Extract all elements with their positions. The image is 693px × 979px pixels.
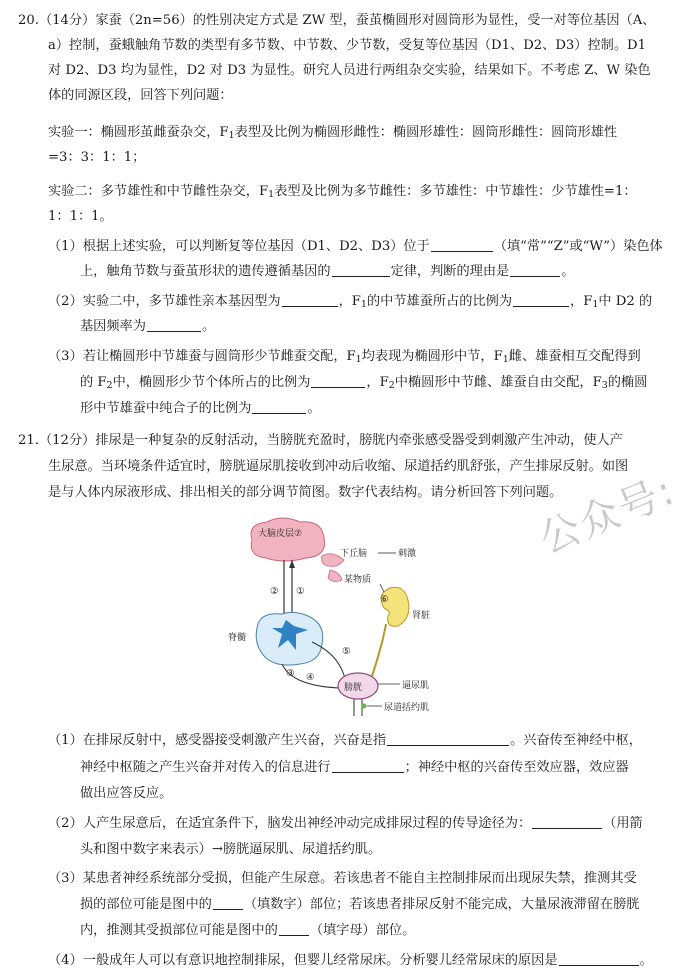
answer-blank[interactable] bbox=[431, 238, 493, 252]
label-1: ① bbox=[296, 586, 305, 597]
answer-blank[interactable] bbox=[279, 922, 309, 936]
kidney-label: 肾脏 bbox=[412, 611, 431, 621]
experiment-1: 实验一：椭圆形茧雌蚕杂交，$F_1$表型及比例为椭圆形雌性：椭圆形雄性：圆筒形雌性：圆筒形雄性 bbox=[48, 125, 618, 141]
pituitary-shape bbox=[328, 570, 342, 582]
q21-sub1-cont: 神经中枢随之产生兴奋并对传入的信息进行 ；神经中枢的兴奋传至效应器，效应器 bbox=[80, 760, 629, 775]
answer-blank[interactable] bbox=[252, 400, 306, 414]
cortex-label: 大脑皮层⑦ bbox=[258, 529, 303, 539]
sphincter-label: 尿道括约肌 bbox=[384, 703, 430, 713]
q20-line2: a）控制，蚕蛾触角节数的类型有多节数、中节数、少节数，受复等位基因（D1、D2、D3）控制。D1 bbox=[48, 38, 647, 53]
q20-sub3: （3）若让椭圆形中节雄蚕与圆筒形少节雌蚕交配，$F_1$均表现为椭圆形中节，$F_1$雌、雄蚕相互交配得到 bbox=[48, 349, 641, 365]
q21-sub4: （4）一般成年人可以有意识地控制排尿，但婴儿经常尿床。分析婴儿经常尿床的原因是 。 bbox=[48, 953, 653, 968]
q20-line4: 体的同源区段，回答下列问题： bbox=[48, 88, 233, 103]
q21-line3: 是与人体内尿液形成、排出相关的部分调节简图。数字代表结构。请分析回答下列问题。 bbox=[48, 485, 563, 500]
q21-sub1: （1）在排尿反射中，感受器接受刺激产生兴奋，兴奋是指 。兴奋传至神经中枢， bbox=[48, 733, 642, 748]
answer-blank[interactable] bbox=[213, 896, 243, 910]
answer-blank[interactable] bbox=[282, 293, 338, 307]
q20-sub3-cont2: 形中节雄蚕中纯合子的比例为 。 bbox=[80, 401, 321, 416]
q21-line1: 21.（12分）排尿是一种复杂的反射活动，当膀胱充盈时，膀胱内牵张感受器受到刺激产生冲动，使人产 bbox=[18, 433, 623, 448]
label-6: ⑥ bbox=[380, 594, 389, 605]
experiment-2-ratio: 1：1：1。 bbox=[48, 209, 113, 224]
answer-blank[interactable] bbox=[147, 318, 201, 332]
answer-blank[interactable] bbox=[559, 952, 639, 966]
answer-blank[interactable] bbox=[510, 263, 560, 277]
answer-blank[interactable] bbox=[311, 374, 365, 388]
answer-blank[interactable] bbox=[532, 815, 602, 829]
answer-blank[interactable] bbox=[332, 263, 390, 277]
detrusor-label: 逼尿肌 bbox=[402, 681, 430, 691]
answer-blank[interactable] bbox=[387, 732, 509, 746]
experiment-1-ratio: =3：3：1：1； bbox=[48, 150, 146, 165]
q20-sub1: （1）根据上述实验，可以判断复等位基因（D1、D2、D3）位于 （填“常”“Z”或“W”）染色体 bbox=[48, 239, 663, 254]
hypothalamus-label: 下丘脑 bbox=[340, 549, 368, 559]
q20-line1: 20.（14分）家蚕（2n=56）的性别决定方式是 ZW 型，蚕茧椭圆形对圆筒形为显性，受一对等位基因（A、 bbox=[18, 13, 656, 28]
sphincter-shape bbox=[362, 704, 367, 709]
cerebral-cortex-shape bbox=[251, 518, 325, 561]
q20-line3: 对 D2、D3 均为显性，D2 对 D3 为显性。研究人员进行两组杂交实验，结果如下。不考虑 Z、W 染色 bbox=[48, 63, 651, 78]
q21-sub2: （2）人产生尿意后，在适宜条件下，脑发出神经冲动完成排尿过程的传导途径为： （用箭 bbox=[48, 816, 643, 831]
stimulus-label: 刺激 bbox=[398, 549, 417, 559]
answer-blank[interactable] bbox=[332, 759, 404, 773]
q21-sub3-cont: 损的部位可能是图中的 （填数字）部位；若该患者排尿反射不能完成，大量尿液滞留在膀胱 bbox=[80, 897, 640, 912]
q20-sub3-cont: 的 $F_2$中，椭圆形少节个体所占的比例为 ，$F_2$中椭圆形中节雌、雄蚕自由交配，$F_3$的椭圆 bbox=[80, 375, 648, 391]
label-3: ③ bbox=[286, 668, 295, 679]
label-4: ④ bbox=[306, 672, 315, 683]
spinal-label: 脊髓 bbox=[228, 633, 247, 643]
experiment-2: 实验二：多节雄性和中节雌性杂交，$F_1$表型及比例为多节雌性：多节雄性：中节雄性：少节雄性=1： bbox=[48, 184, 637, 200]
watermark: 公众号: bbox=[533, 467, 682, 563]
q21-sub1-cont2: 做出应答反应。 bbox=[80, 786, 173, 801]
substance-label: 某物质 bbox=[344, 575, 372, 585]
q20-sub2: （2）实验二中，多节雄性亲本基因型为 ，$F_1$的中节雄蚕所占的比例为 ，$F_1$中 D2 的 bbox=[48, 294, 653, 310]
label-2: ② bbox=[270, 586, 279, 597]
bladder-label: 膀胱 bbox=[344, 683, 363, 693]
ureter bbox=[372, 624, 386, 676]
q21-sub2-cont: 头和图中数字来表示）→膀胱逼尿肌、尿道括约肌。 bbox=[80, 842, 382, 857]
q21-line2: 生尿意。当环境条件适宜时，膀胱逼尿肌接收到冲动后收缩、尿道括约肌舒张，产生排尿反射。如图 bbox=[48, 459, 629, 474]
q21-sub3-cont2: 内，推测其受损部位可能是图中的 （填字母）部位。 bbox=[80, 923, 416, 938]
q21-sub3: （3）某患者神经系统部分受损，但能产生尿意。若该患者不能自主控制排尿而出现尿失禁，推测其受 bbox=[48, 871, 637, 886]
urination-reflex-diagram bbox=[222, 516, 472, 720]
q20-sub1-cont: 上，触角节数与蚕茧形状的遗传遵循基因的 定律，判断的理由是 。 bbox=[80, 264, 575, 279]
label-5: ⑤ bbox=[342, 646, 351, 657]
answer-blank[interactable] bbox=[513, 293, 569, 307]
q20-sub2-cont: 基因频率为 。 bbox=[80, 319, 216, 334]
